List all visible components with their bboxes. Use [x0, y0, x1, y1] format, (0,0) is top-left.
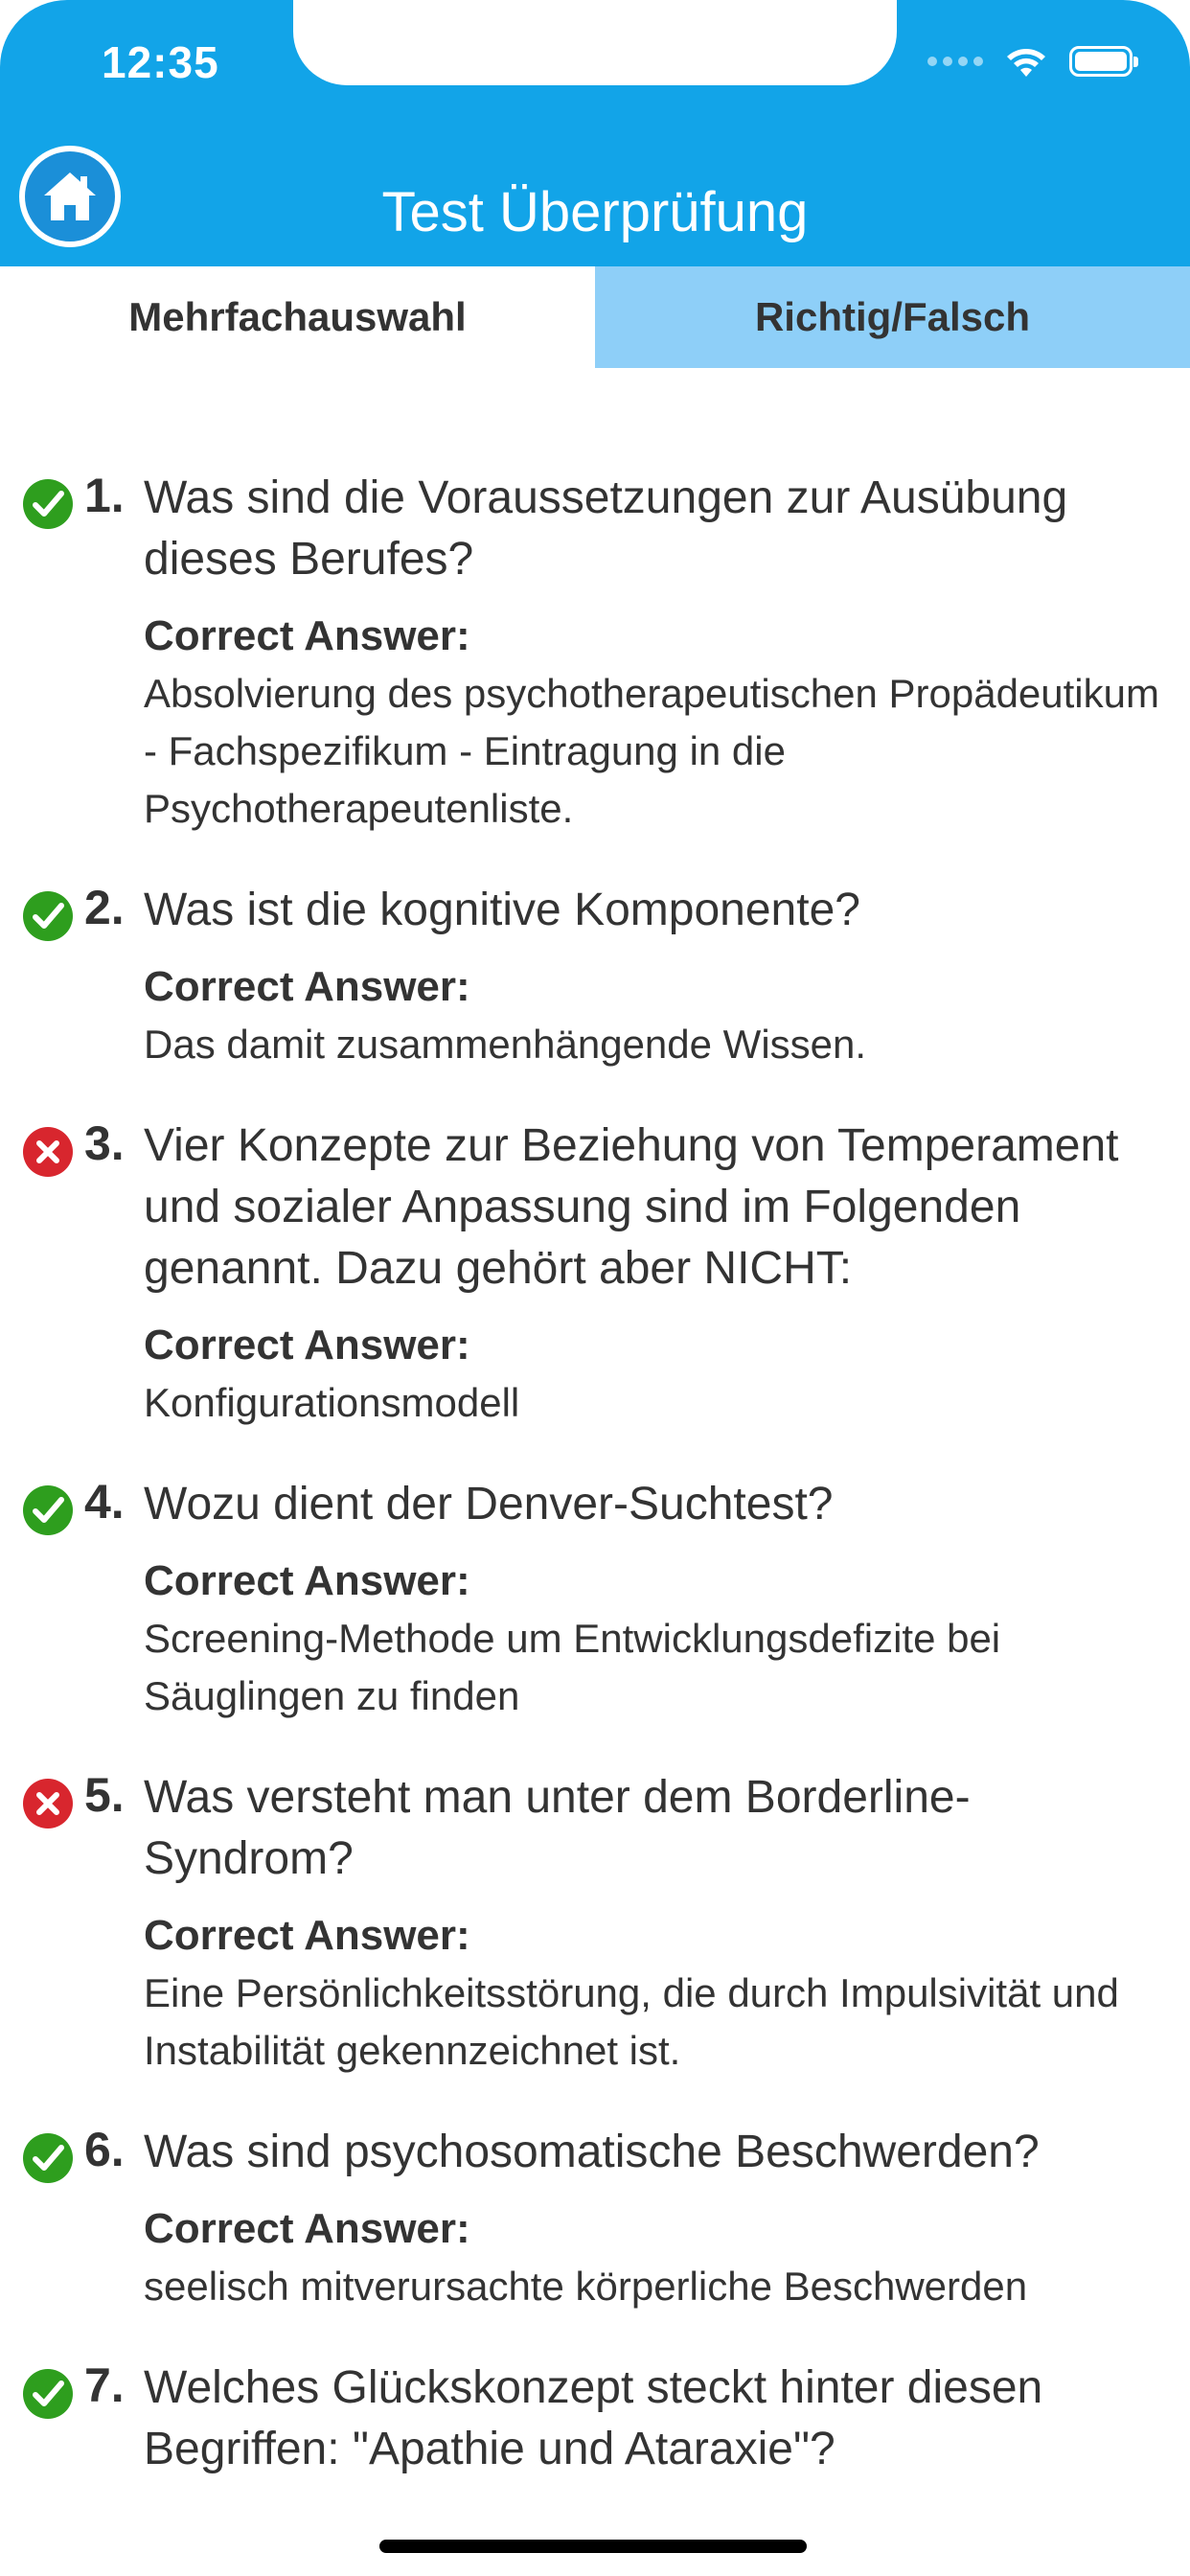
check-icon	[21, 1484, 75, 1537]
device-notch	[293, 0, 897, 85]
wifi-icon	[1004, 44, 1048, 79]
answer-text: Konfigurationsmodell	[144, 1380, 520, 1425]
check-icon	[21, 889, 75, 943]
battery-icon	[1069, 46, 1133, 77]
question-text: Was sind psychosomatische Beschwerden?	[144, 2127, 1040, 2177]
answer-text: seelisch mitverursachte körperliche Beschwerden	[144, 2264, 1028, 2309]
question-number: 4.	[84, 1475, 125, 1529]
answer-text: Eine Persönlichkeitsstörung, die durch Impulsivität und Instabilität gekennzeichnet ist.	[144, 1970, 1119, 2073]
question-item	[0, 880, 1190, 1073]
answer-label: Correct Answer:	[144, 1557, 470, 1604]
question-item	[0, 1474, 1190, 1725]
question-text: Was sind die Voraussetzungen zur Ausübung dieses Berufes?	[144, 472, 1068, 585]
app-header	[0, 0, 1190, 266]
status-icons	[927, 44, 1133, 79]
check-icon	[21, 2131, 75, 2185]
tab-true-false[interactable]: Richtig/Falsch	[595, 266, 1190, 368]
answer-label: Correct Answer:	[144, 1322, 470, 1368]
cross-icon	[21, 1777, 75, 1830]
cross-icon	[21, 1125, 75, 1179]
question-item	[0, 2358, 1190, 2480]
status-time: 12:35	[102, 37, 219, 87]
check-icon	[21, 477, 75, 531]
question-number: 1.	[84, 469, 125, 522]
question-number: 5.	[84, 1768, 125, 1822]
answer-label: Correct Answer:	[144, 963, 470, 1010]
answer-text: Screening-Methode um Entwicklungsdefizite bei Säuglingen zu finden	[144, 1616, 1001, 1718]
question-item	[0, 2122, 1190, 2315]
check-icon	[21, 2367, 75, 2421]
question-text: Was versteht man unter dem Borderline-Syndrom?	[144, 1772, 971, 1884]
question-text: Was ist die kognitive Komponente?	[144, 885, 860, 935]
question-number: 3.	[84, 1116, 125, 1170]
question-text: Welches Glückskonzept steckt hinter diesen Begriffen: "Apathie und Ataraxie"?	[144, 2362, 1043, 2474]
answer-text: Das damit zusammenhängende Wissen.	[144, 1022, 867, 1067]
question-number: 2.	[84, 881, 125, 934]
question-item	[0, 1767, 1190, 2080]
question-text: Wozu dient der Denver-Suchtest?	[144, 1479, 834, 1530]
tab-multiple-choice[interactable]: Mehrfachauswahl	[0, 266, 595, 368]
page-title: Test Überprüfung	[381, 181, 809, 243]
question-number: 7.	[84, 2358, 125, 2412]
signal-icon	[927, 57, 983, 66]
question-item	[0, 468, 1190, 838]
tab-bar	[0, 266, 1190, 368]
answer-text: Absolvierung des psychotherapeutischen Propädeutikum - Fachspezifikum - Eintragung in die Psychotherapeutenliste.	[144, 671, 1159, 831]
home-indicator[interactable]	[379, 2540, 807, 2553]
question-number: 6.	[84, 2123, 125, 2176]
answer-label: Correct Answer:	[144, 1912, 470, 1959]
answer-label: Correct Answer:	[144, 2205, 470, 2252]
question-item	[0, 1116, 1190, 1432]
answer-label: Correct Answer:	[144, 612, 470, 659]
question-text: Vier Konzepte zur Beziehung von Temperament und sozialer Anpassung sind im Folgenden genannt. Dazu gehört aber NICHT:	[144, 1120, 1119, 1294]
question-list	[0, 468, 1190, 2522]
